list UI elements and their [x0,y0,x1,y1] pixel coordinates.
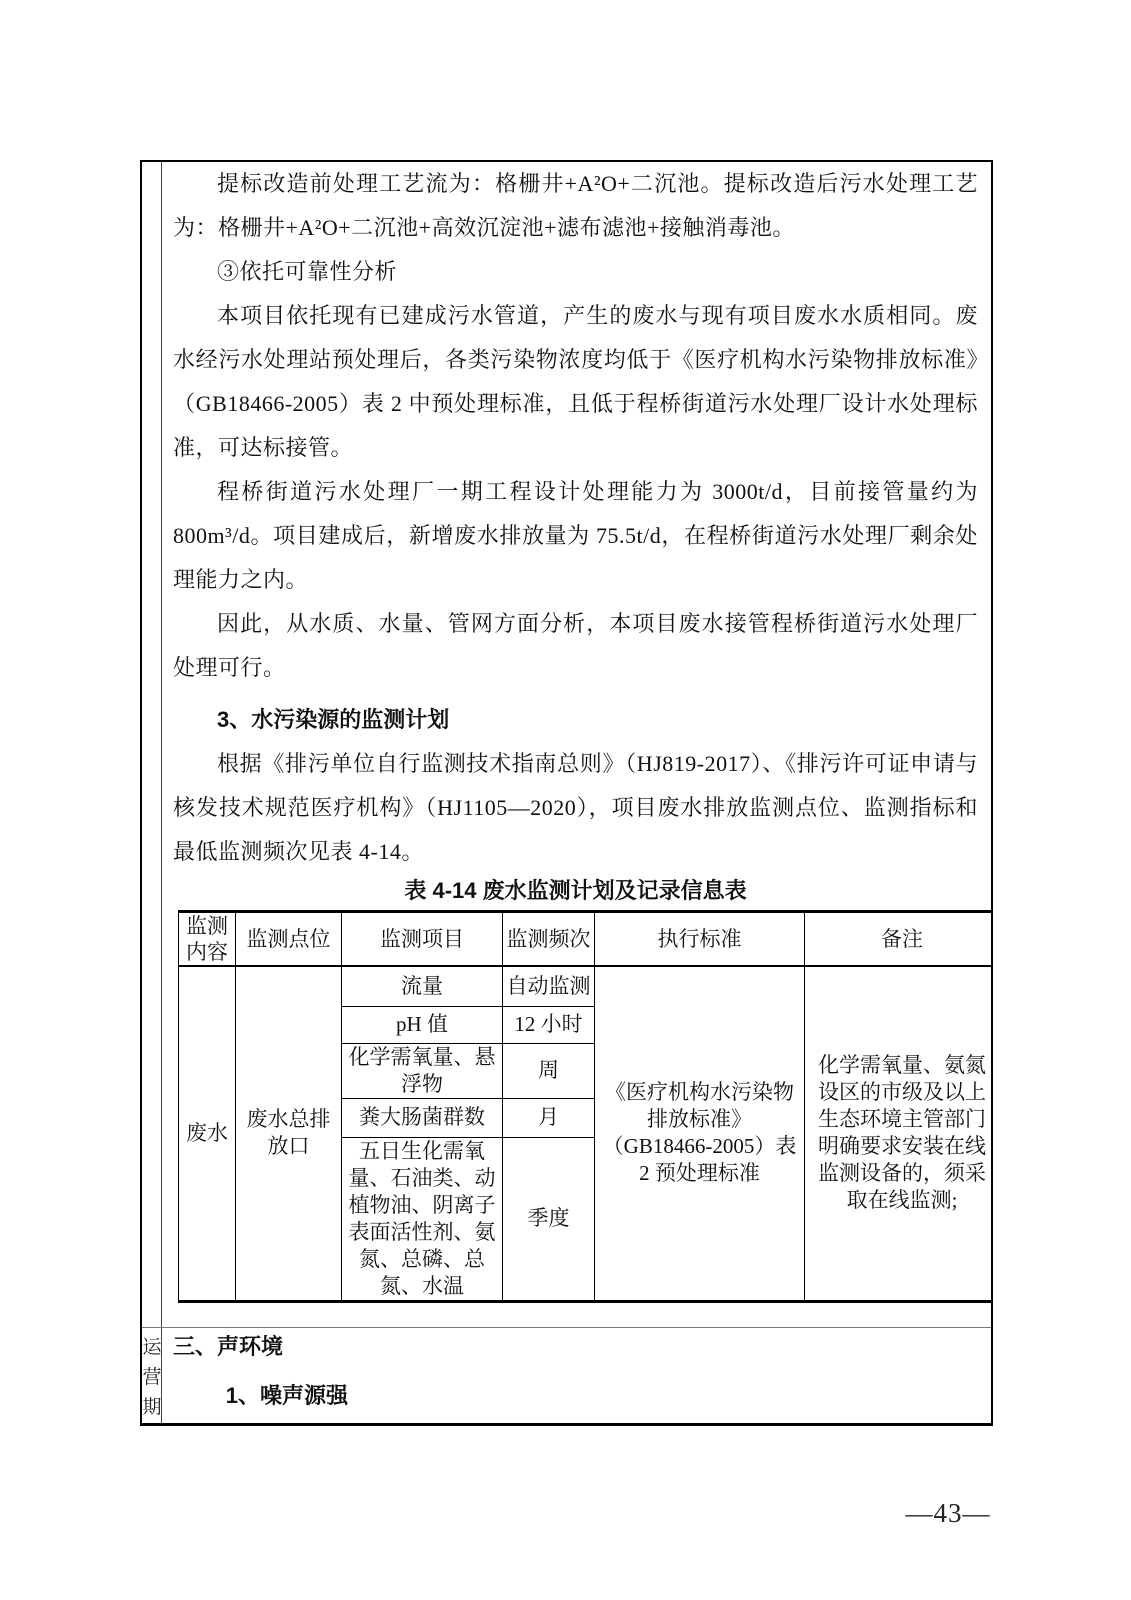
paragraph-conclusion: 因此，从水质、水量、管网方面分析，本项目废水接管程桥街道污水处理厂处理可行。 [173,611,978,680]
paragraph-reliability-title: ③依托可靠性分析 [217,259,398,284]
paragraph-process-flow: 提标改造前处理工艺流为：格栅井+A²O+二沉池。提标改造后污水处理工艺为：格栅井+A²O+二沉池+高效沉淀池+滤布滤池+接触消毒池。 [173,171,978,240]
header-monitor-item: 监测项目 [342,912,503,967]
cell-item-coliform: 粪大肠菌群数 [342,1098,503,1137]
table-row [179,966,992,1006]
section-heading-noise-source: 1、噪声源强 [225,1383,349,1408]
cell-item-flow: 流量 [342,966,503,1006]
section-wastewater [142,162,991,1327]
page-number: —43— [905,1498,991,1528]
cell-content-wastewater: 废水 [179,966,236,1301]
paragraph-capacity: 程桥街道污水处理厂一期工程设计处理能力为 3000t/d，目前接管量约为 800m³/d。项目建成后，新增废水排放量为 75.5t/d，在程桥街道污水处理厂剩余处理能力之内。 [173,479,978,592]
main-content [162,162,991,1327]
section-heading-monitoring-plan: 3、水污染源的监测计划 [217,707,450,732]
cell-freq-ph: 12 小时 [503,1006,595,1043]
header-monitor-content: 监测内容 [179,912,236,967]
noise-content [162,1328,991,1423]
document-frame [140,160,993,1426]
header-monitor-point: 监测点位 [236,912,342,967]
stage-column [142,162,162,1327]
stage-column [142,1328,162,1423]
header-remark: 备注 [805,912,992,967]
stage-label-operation-period: 运营期 [142,1337,162,1418]
header-standard: 执行标准 [595,912,805,967]
cell-standard: 《医疗机构水污染物排放标准》（GB18466-2005）表 2 预处理标准 [595,966,805,1301]
cell-freq-coliform: 月 [503,1098,595,1137]
cell-outfall: 废水总排放口 [236,966,342,1301]
header-monitor-frequency: 监测频次 [503,912,595,967]
cell-item-bod-etc: 五日生化需氧量、石油类、动植物油、阴离子表面活性剂、氨氮、总磷、总氮、水温 [342,1137,503,1301]
paragraph-reliability-analysis: 本项目依托现有已建成污水管道，产生的废水与现有项目废水水质相同。废水经污水处理站预处理后，各类污染物浓度均低于《医疗机构水污染物排放标准》（GB18466-2005）表 2 中预处理标准，且低于程桥街道污水处理厂设计水处理标准，可达标接管。 [173,303,978,460]
paragraph-monitoring-basis: 根据《排污单位自行监测技术指南总则》（HJ819-2017）、《排污许可证申请与核发技术规范医疗机构》（HJ1105—2020），项目废水排放监测点位、监测指标和最低监测频次见表 4-14。 [173,751,978,864]
cell-freq-cod: 周 [503,1043,595,1098]
cell-freq-flow: 自动监测 [503,966,595,1006]
section-heading-acoustic-environment: 三、声环境 [173,1334,284,1359]
table-caption: 表 4-14 废水监测计划及记录信息表 [404,878,747,903]
cell-remark: 化学需氧量、氨氮设区的市级及以上生态环境主管部门明确要求安装在线监测设备的，须采取在线监测; [805,966,992,1301]
table-header-row [179,912,992,967]
section-noise [142,1327,991,1423]
cell-freq-bod-etc: 季度 [503,1137,595,1301]
cell-item-ph: pH 值 [342,1006,503,1043]
monitoring-table [178,910,991,1303]
cell-item-cod: 化学需氧量、悬浮物 [342,1043,503,1098]
